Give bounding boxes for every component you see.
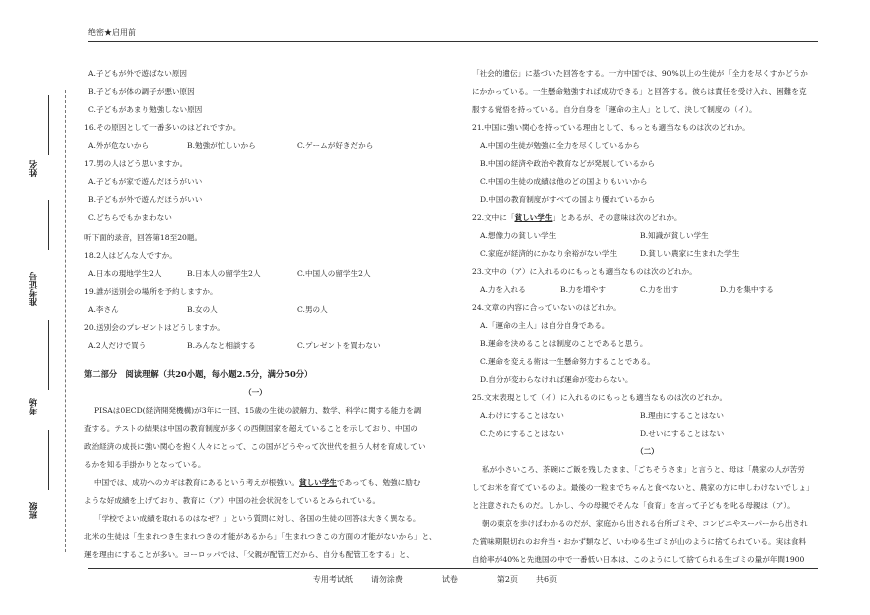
- passage2-text: 中国では、成功へのカギは教育にあるという考えが根強い。: [94, 478, 300, 487]
- q19-question: 19.誰が送別会の場所を予約しますか。: [84, 287, 218, 296]
- q21-option-c: C.中国の生徒の成績は他のどの国よりもいいから: [480, 177, 648, 186]
- q23-question: 23.文中の（ア）に入れるのにもっとも適当なものは次のどれか。: [472, 267, 697, 276]
- exam-id-label: 准考证号: [29, 272, 39, 306]
- q16-option-b: B.勉強が忙しいから: [187, 141, 256, 150]
- footer-paper: 专用考试纸: [312, 575, 353, 584]
- q16-question: 16.その原因として一番多いのはどれですか。: [84, 123, 241, 132]
- passage4-line: 私が小さいころ、茶碗にご飯を残したまま、「ごちそうさま」と言うと、母は「農家の人が苦労: [482, 465, 805, 474]
- passage-cont-line: 「社会的遺伝」に基づいた回答をする。一方中国では、90%以上の生徒が「全力を尽くすかどうか: [472, 69, 808, 78]
- footer-no-copy: 请勿涂费: [370, 575, 403, 584]
- passage4-line: た賞味期限切れのお弁当・おかず類など、いわゆる生ゴミが山のように捨てられている。実は食料: [472, 537, 807, 546]
- confidential-header: 绝密★启用前: [88, 28, 136, 37]
- class-label: 班级: [29, 502, 39, 519]
- q15-option-c: C.子どもがあまり勉強しない原因: [88, 105, 203, 114]
- footer: [0, 574, 870, 585]
- q23-option-c: C.力を出す: [640, 285, 679, 294]
- right-column: [472, 0, 817, 615]
- passage3-line: 運を理由にすることが多い。ヨーロッパでは、「父親が配管工だから、自分も配管工をする」と、: [84, 550, 415, 559]
- q22-option-b: B.知識が貧しい学生: [640, 231, 709, 240]
- footer-rule: [88, 568, 818, 569]
- q22-option-c: C.家庭が経済的にかなり余裕がない学生: [480, 249, 618, 258]
- exam-room-line: [48, 430, 49, 490]
- q20-option-a: A.2人だけで買う: [88, 341, 147, 350]
- q22-question: [472, 213, 682, 222]
- q18-option-b: B.日本人の留学生2人: [187, 269, 261, 278]
- passage1-line: 査する。テストの結果は中国の教育制度が多くの西側国家を超えていることを示しており、中国の: [84, 424, 418, 433]
- passage1-line: 政治経済の成長に強い関心を抱く人々にとって、この国がどうやって次世代を担う人材を育成してい: [84, 442, 426, 451]
- q17-question: 17.男の人はどう思いますか。: [84, 159, 188, 168]
- passage1-line: PISAは0ECD(経済開発機構)が3年に一回、15歳の生徒の読解力、数学、科学に関する能力を調: [94, 406, 422, 415]
- q24-option-d: D.自分が変わらなければ運命が変わらない。: [480, 375, 633, 384]
- passage3-line: 北米の生徒は「生まれつき生まれつきの才能があるから」「生まれつきこの方面の才能がないから」と、: [84, 532, 437, 541]
- exam-room-label: 考场: [29, 398, 39, 415]
- passage4-line: 自給率が40%と先進国の中で一番低い日本は、このようにして捨てられる生ゴミの量が年間1900: [472, 555, 805, 564]
- q17-option-c: C.どちらでもかまわない: [88, 213, 172, 222]
- passage-cont-line: 服する覚悟を持っている。自分自身を「運命の主人」として、決して制度の（イ）。: [472, 105, 757, 114]
- passage1-line: るかを知る手掛かりとなっている。: [84, 460, 206, 469]
- q17-option-b: B.子どもが外で遊んだほうがいい: [88, 195, 203, 204]
- q25-option-b: B.理由にすることはない: [640, 411, 724, 420]
- passage4-line: 朝の東京を歩けばわかるのだが、家庭から出される台所ゴミや、コンビニやスーパーから出され: [482, 519, 808, 528]
- q16-option-a: A.外が危ないから: [88, 141, 150, 150]
- passage4-line: してお米を育てているのよ。最後の一粒までちゃんと食べないと、農家の方に申しわけないでしょ」: [472, 483, 814, 492]
- q19-option-c: C.男の人: [297, 305, 328, 314]
- q24-option-a: A.「運命の主人」は自分自身である。: [480, 321, 610, 330]
- q22-option-d: D.貧しい農家に生まれた学生: [640, 249, 740, 258]
- q21-option-a: A.中国の生徒が勉強に全力を尽くしているから: [480, 141, 640, 150]
- listen-instruction: 听下面的录音，回答第18至20题。: [84, 233, 203, 242]
- q21-question: 21.中国に強い関心を持っている理由として、もっとも適当なものは次のどれか。: [472, 123, 750, 132]
- footer-exam: 试卷: [441, 575, 458, 584]
- q24-option-b: B.運命を決めることは制度のことであると思う。: [480, 339, 648, 348]
- q15-option-b: B.子どもが体の調子が悪い原因: [88, 87, 195, 96]
- poor-student-underline: 貧しい学生: [299, 478, 337, 487]
- passage2-text: であっても、勉強に励む: [337, 478, 421, 487]
- q22-underline: 貧しい学生: [514, 213, 553, 222]
- q17-option-a: A.子どもが家で遊んだほうがいい: [88, 177, 203, 186]
- q15-option-a: A.子どもが外で遊ばない原因: [88, 69, 188, 78]
- q22-option-a: A.想像力の貧しい学生: [480, 231, 557, 240]
- q20-option-b: B.みんなと相談する: [187, 341, 256, 350]
- q16-option-c: C.ゲームが好きだから: [297, 141, 374, 150]
- q24-question: 24.文章の内容に合っていないのはどれか。: [472, 303, 621, 312]
- q21-option-b: B.中国の経済や政治や教育などが発展しているから: [480, 159, 656, 168]
- name-label: 姓名: [29, 160, 39, 177]
- q24-option-c: C.運命を変える術は一生懸命努力することである。: [480, 357, 656, 366]
- q25-option-d: D.せいにすることはない: [640, 429, 725, 438]
- footer-page: 第2页: [496, 575, 518, 584]
- passage2-line: ような好成績を上げており、教育に（ア）中国の社会状況をしているとみられている。: [84, 496, 381, 505]
- passage-cont-line: にかかっている。一生懸命勉強すれば成功できる」と回答する。彼らは責任を受け入れ、困難を克: [472, 87, 807, 96]
- q25-question: 25.文末表現として（イ）に入れるのにもっとも適当なものは次のどれか。: [472, 393, 728, 402]
- exam-id-line: [48, 320, 49, 390]
- part2-title: 第二部分 阅读理解（共20小题，每小题2.5分，满分50分）: [84, 369, 313, 379]
- section-2-heading: （二）: [636, 447, 659, 456]
- footer-total: 共6页: [536, 575, 558, 584]
- q22-text: 22.文中に「: [472, 213, 515, 222]
- left-column: [84, 0, 437, 615]
- section-1-heading: （一）: [244, 388, 267, 397]
- binding-dashed-line: [65, 90, 66, 552]
- passage4-line: と注意されたものだ。しかし、今の母親でそんな「食育」を言って子どもを叱る母親は（ア）。: [472, 501, 795, 510]
- q25-option-c: C.ためにすることはない: [480, 429, 564, 438]
- q23-option-b: B.力を増やす: [560, 285, 606, 294]
- passage2-line: [94, 478, 420, 487]
- q18-question: 18.2人はどんな人ですか。: [84, 251, 177, 260]
- q18-option-c: C.中国人の留学生2人: [297, 269, 371, 278]
- q18-option-a: A.日本の現地学生2人: [88, 269, 162, 278]
- q23-option-a: A.力を入れる: [480, 285, 526, 294]
- q19-option-b: B.女の人: [187, 305, 218, 314]
- q20-question: 20.送別会のプレゼントはどうしますか。: [84, 323, 225, 332]
- q21-option-d: D.中国の教育制度がすべての国より優れているから: [480, 195, 656, 204]
- passage3-line: 「学校でよい成績を取れるのはなぜ？」という質問に対し、各国の生徒の回答は大きく異なる。: [94, 514, 421, 523]
- q22-text: 」とあるが、その意味は次のどれか。: [552, 213, 682, 222]
- q20-option-c: C.プレゼントを買わない: [297, 341, 381, 350]
- q25-option-a: A.わけにすることはない: [480, 411, 564, 420]
- q23-option-d: D.力を集中する: [720, 285, 774, 294]
- name-line: [48, 95, 49, 155]
- name-line-2: [48, 200, 49, 250]
- q19-option-a: A.李さん: [88, 305, 119, 314]
